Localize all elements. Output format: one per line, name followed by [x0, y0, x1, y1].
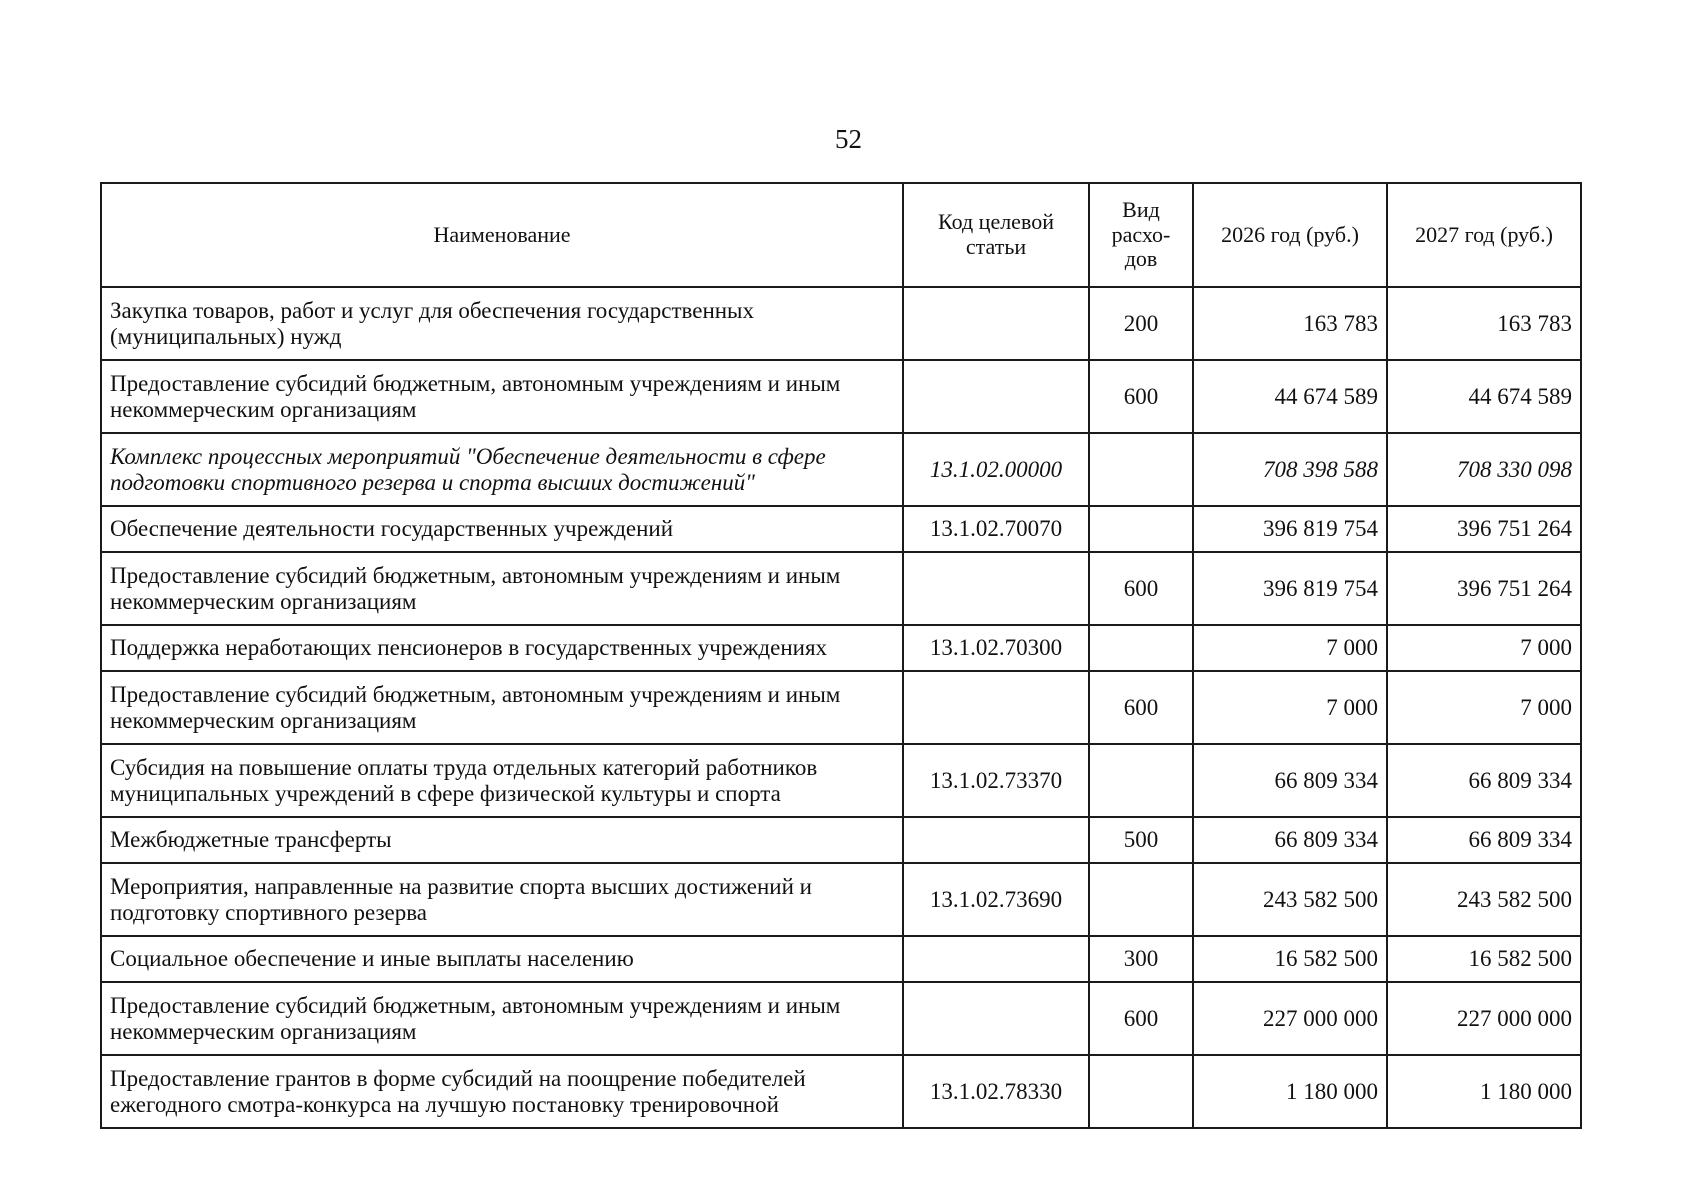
row-type	[1089, 1055, 1193, 1128]
header-name: Наименование	[101, 183, 903, 287]
row-2026: 227 000 000	[1193, 982, 1387, 1055]
row-2027: 16 582 500	[1387, 936, 1581, 982]
row-name: Предоставление субсидий бюджетным, автономным учреждениям и иным некоммерческим организациям	[101, 552, 903, 625]
table-row	[101, 863, 1581, 936]
row-code: 13.1.02.73370	[903, 744, 1089, 817]
row-2026: 7 000	[1193, 671, 1387, 744]
row-name: Закупка товаров, работ и услуг для обеспечения государственных (муниципальных) нужд	[101, 287, 903, 360]
row-type	[1089, 863, 1193, 936]
table-row	[101, 506, 1581, 552]
row-2027: 163 783	[1387, 287, 1581, 360]
row-type	[1089, 744, 1193, 817]
table-row	[101, 744, 1581, 817]
row-2026: 1 180 000	[1193, 1055, 1387, 1128]
header-code: Код целевой статьи	[903, 183, 1089, 287]
table-row	[101, 1055, 1581, 1128]
row-2027: 708 330 098	[1387, 433, 1581, 506]
row-2026: 396 819 754	[1193, 506, 1387, 552]
row-type: 600	[1089, 552, 1193, 625]
row-code	[903, 936, 1089, 982]
row-2026: 44 674 589	[1193, 360, 1387, 433]
row-name: Предоставление грантов в форме субсидий на поощрение победителей ежегодного смотра-конкурса на лучшую постановку тренировочной	[101, 1055, 903, 1128]
row-type: 500	[1089, 817, 1193, 863]
table-row	[101, 936, 1581, 982]
row-name: Предоставление субсидий бюджетным, автономным учреждениям и иным некоммерческим организациям	[101, 982, 903, 1055]
row-type: 600	[1089, 671, 1193, 744]
row-name: Предоставление субсидий бюджетным, автономным учреждениям и иным некоммерческим организациям	[101, 671, 903, 744]
row-type	[1089, 433, 1193, 506]
row-type: 300	[1089, 936, 1193, 982]
row-type	[1089, 625, 1193, 671]
row-name: Субсидия на повышение оплаты труда отдельных категорий работников муниципальных учреждений в сфере физической культуры и спорта	[101, 744, 903, 817]
row-2027: 44 674 589	[1387, 360, 1581, 433]
row-name: Поддержка неработающих пенсионеров в государственных учреждениях	[101, 625, 903, 671]
table-row	[101, 982, 1581, 1055]
row-2026: 708 398 588	[1193, 433, 1387, 506]
table-row	[101, 625, 1581, 671]
row-code	[903, 360, 1089, 433]
page-number: 52	[835, 124, 862, 154]
table-row	[101, 552, 1581, 625]
table-row	[101, 287, 1581, 360]
row-code	[903, 817, 1089, 863]
row-2027: 243 582 500	[1387, 863, 1581, 936]
table-row	[101, 360, 1581, 433]
row-2027: 7 000	[1387, 671, 1581, 744]
row-code: 13.1.02.70070	[903, 506, 1089, 552]
row-name: Обеспечение деятельности государственных учреждений	[101, 506, 903, 552]
row-type: 600	[1089, 982, 1193, 1055]
row-2026: 66 809 334	[1193, 744, 1387, 817]
table-row	[101, 817, 1581, 863]
row-code	[903, 671, 1089, 744]
row-code: 13.1.02.70300	[903, 625, 1089, 671]
row-type: 200	[1089, 287, 1193, 360]
row-name: Предоставление субсидий бюджетным, автономным учреждениям и иным некоммерческим организациям	[101, 360, 903, 433]
table-header-row	[101, 183, 1581, 287]
row-type: 600	[1089, 360, 1193, 433]
row-code: 13.1.02.73690	[903, 863, 1089, 936]
row-2026: 163 783	[1193, 287, 1387, 360]
header-type: Вид расхо-дов	[1089, 183, 1193, 287]
row-2027: 66 809 334	[1387, 744, 1581, 817]
row-2026: 16 582 500	[1193, 936, 1387, 982]
row-2027: 1 180 000	[1387, 1055, 1581, 1128]
row-name: Мероприятия, направленные на развитие спорта высших достижений и подготовку спортивного резерва	[101, 863, 903, 936]
row-name: Межбюджетные трансферты	[101, 817, 903, 863]
row-code: 13.1.02.00000	[903, 433, 1089, 506]
row-2026: 66 809 334	[1193, 817, 1387, 863]
row-2027: 396 751 264	[1387, 552, 1581, 625]
budget-table	[100, 182, 1582, 1129]
row-code: 13.1.02.78330	[903, 1055, 1089, 1128]
row-2027: 396 751 264	[1387, 506, 1581, 552]
table-row	[101, 671, 1581, 744]
row-type	[1089, 506, 1193, 552]
header-year-2026: 2026 год (руб.)	[1193, 183, 1387, 287]
header-year-2027: 2027 год (руб.)	[1387, 183, 1581, 287]
table-row	[101, 433, 1581, 506]
row-2026: 7 000	[1193, 625, 1387, 671]
row-code	[903, 552, 1089, 625]
row-2027: 66 809 334	[1387, 817, 1581, 863]
row-code	[903, 287, 1089, 360]
row-2026: 396 819 754	[1193, 552, 1387, 625]
row-name: Социальное обеспечение и иные выплаты населению	[101, 936, 903, 982]
row-name: Комплекс процессных мероприятий "Обеспечение деятельности в сфере подготовки спортивного резерва и спорта высших достижений"	[101, 433, 903, 506]
row-2026: 243 582 500	[1193, 863, 1387, 936]
row-2027: 7 000	[1387, 625, 1581, 671]
row-2027: 227 000 000	[1387, 982, 1581, 1055]
row-code	[903, 982, 1089, 1055]
